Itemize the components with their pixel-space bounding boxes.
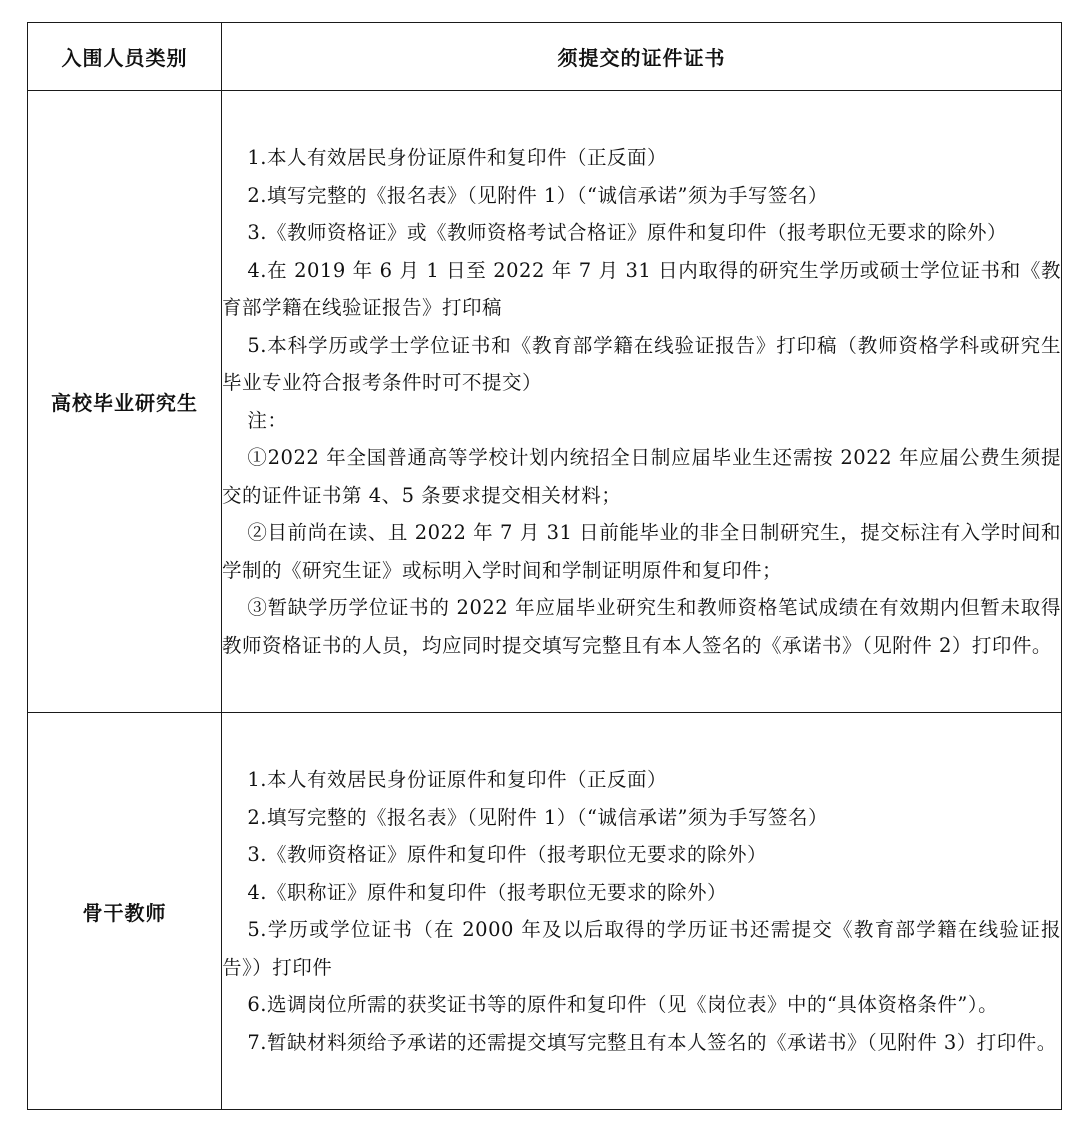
list-item: 1.本人有效居民身份证原件和复印件（正反面）	[247, 146, 667, 169]
list-item: 4.《职称证》原件和复印件（报考职位无要求的除外）	[247, 880, 727, 904]
note-item: ③暂缺学历学位证书的 2022 年应届毕业研究生和教师资格笔试成绩在有效期内但暂未取得教师资格证书的人员，均应同时提交填写完整且有本人签名的《承诺书》（见附件 2）打印件。	[222, 596, 1061, 657]
documents-teacher	[222, 713, 1062, 1110]
table-row-graduate	[28, 91, 1062, 713]
note-item: ①2022 年全国普通高等学校计划内统招全日制应届毕业生还需按 2022 年应届公费生须提交的证件证书第 4、5 条要求提交相关材料；	[222, 446, 1061, 507]
list-item: 5.学历或学位证书（在 2000 年及以后取得的学历证书还需提交《教育部学籍在线验证报告》）打印件	[222, 918, 1061, 979]
note-label: 注：	[247, 408, 288, 432]
list-item: 2.填写完整的《报名表》（见附件 1）（“诚信承诺”须为手写签名）	[247, 805, 828, 829]
list-item: 3.《教师资格证》或《教师资格考试合格证》原件和复印件（报考职位无要求的除外）	[247, 221, 1007, 244]
list-item: 3.《教师资格证》原件和复印件（报考职位无要求的除外）	[247, 843, 767, 866]
list-item: 4.在 2019 年 6 月 1 日至 2022 年 7 月 31 日内取得的研究生学历或硕士学位证书和《教育部学籍在线验证报告》打印稿	[222, 258, 1061, 319]
requirements-table	[27, 22, 1062, 1110]
table-row-teacher	[28, 713, 1062, 1110]
category-teacher: 骨干教师	[28, 713, 222, 1110]
category-graduate: 高校毕业研究生	[28, 91, 222, 713]
list-item: 1.本人有效居民身份证原件和复印件（正反面）	[247, 768, 667, 791]
list-item: 2.填写完整的《报名表》（见附件 1）（“诚信承诺”须为手写签名）	[247, 183, 828, 207]
documents-graduate	[222, 91, 1062, 713]
header-documents: 须提交的证件证书	[222, 23, 1062, 91]
header-category: 入围人员类别	[28, 23, 222, 91]
list-item: 7.暂缺材料须给予承诺的还需提交填写完整且有本人签名的《承诺书》（见附件 3）打印件。	[247, 1030, 1057, 1054]
note-item: ②目前尚在读、且 2022 年 7 月 31 日前能毕业的非全日制研究生，提交标注有入学时间和学制的《研究生证》或标明入学时间和学制证明原件和复印件；	[222, 521, 1061, 582]
list-item: 5.本科学历或学士学位证书和《教育部学籍在线验证报告》打印稿（教师资格学科或研究生毕业专业符合报考条件时可不提交）	[222, 333, 1061, 394]
table-header-row	[28, 23, 1062, 91]
list-item: 6.选调岗位所需的获奖证书等的原件和复印件（见《岗位表》中的“具体资格条件”）。	[247, 993, 999, 1016]
